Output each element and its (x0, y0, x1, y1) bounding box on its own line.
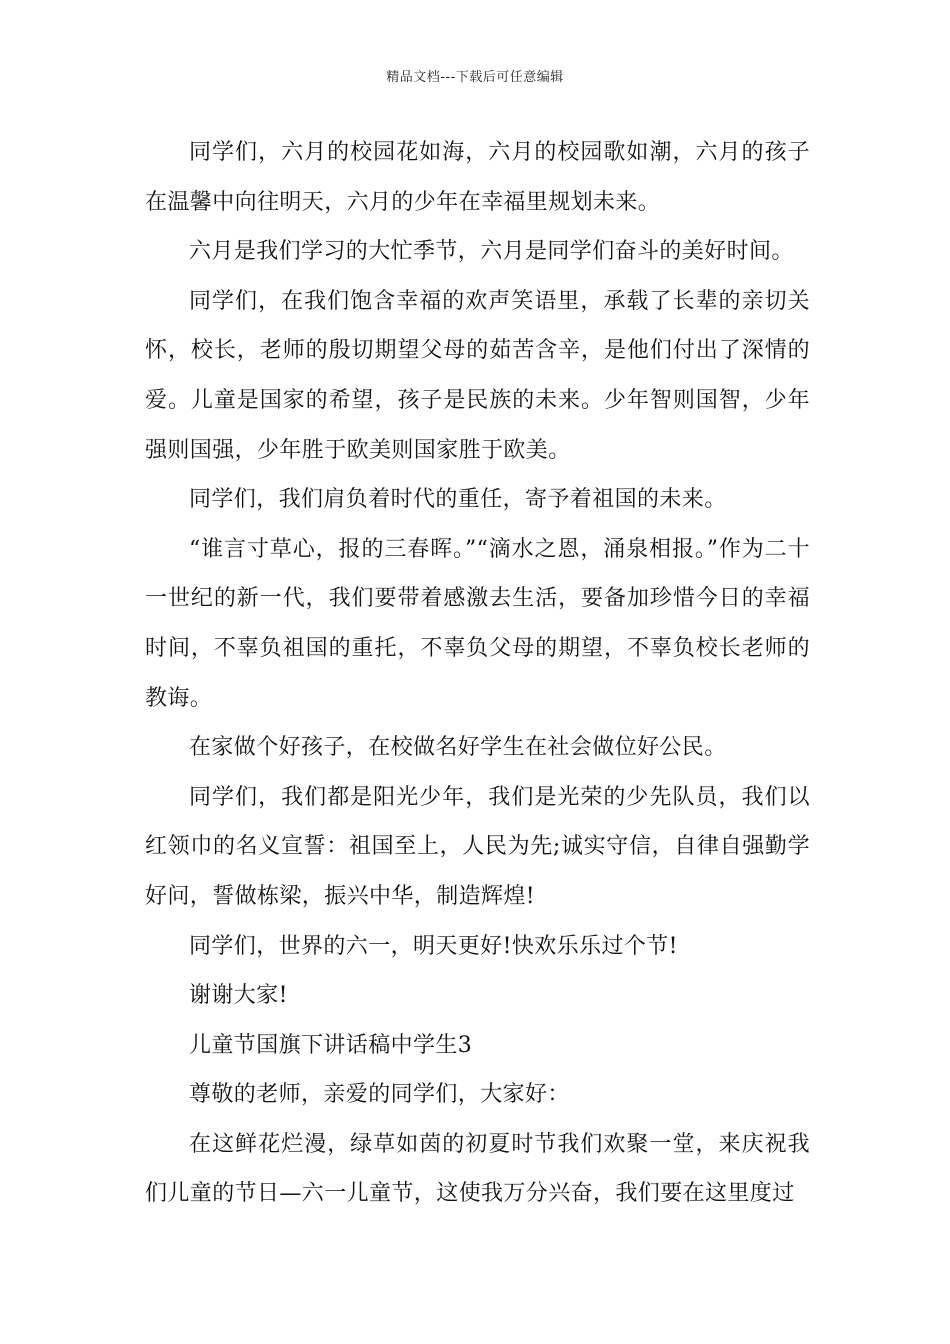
paragraph: 在家做个好孩子，在校做名好学生在社会做位好公民。 (189, 735, 727, 761)
paragraph: 同学们，在我们饱含幸福的欢声笑语里，承载了长辈的亲切关怀，校长，老师的殷切期望父母的茹苦含辛，是他们付出了深情的爱。儿童是国家的希望，孩子是民族的未来。少年智则国智，少年强则国强，少年胜于欧美则国家胜于欧美。 (145, 288, 810, 463)
paragraph: 六月是我们学习的大忙季节，六月是同学们奋斗的美好时间。 (189, 239, 794, 265)
paragraph: 谢谢大家! (189, 983, 288, 1009)
paragraph: 同学们，世界的六一，明天更好!快欢乐乐过个节! (189, 933, 678, 959)
paragraph: 同学们，我们肩负着时代的重任，寄予着祖国的未来。 (189, 487, 727, 513)
document-body (145, 128, 810, 1219)
salutation: 尊敬的老师，亲爱的同学们，大家好： (189, 1082, 570, 1108)
section-title: 儿童节国旗下讲话稿中学生3 (189, 1032, 473, 1058)
page-header: 精品文档---下载后可任意编辑 (386, 70, 564, 85)
paragraph: “谁言寸草心，报的三春晖。”“滴水之恩，涌泉相报。”作为二十一世纪的新一代，我们要带着感激去生活，要备加珍惜今日的幸福时间，不辜负祖国的重托，不辜负父母的期望，不辜负校长老师的教诲。 (145, 536, 810, 711)
paragraph: 同学们，六月的校园花如海，六月的校园歌如潮，六月的孩子在温馨中向往明天，六月的少年在幸福里规划未来。 (145, 140, 810, 215)
paragraph: 在这鲜花烂漫，绿草如茵的初夏时节我们欢聚一堂，来庆祝我们儿童的节日—六一儿童节，这使我万分兴奋，我们要在这里度过 (145, 1131, 810, 1207)
paragraph: 同学们，我们都是阳光少年，我们是光荣的少先队员，我们以红领巾的名义宣誓：祖国至上，人民为先;诚实守信，自律自强勤学好问，誓做栋梁，振兴中华，制造辉煌! (145, 784, 810, 909)
